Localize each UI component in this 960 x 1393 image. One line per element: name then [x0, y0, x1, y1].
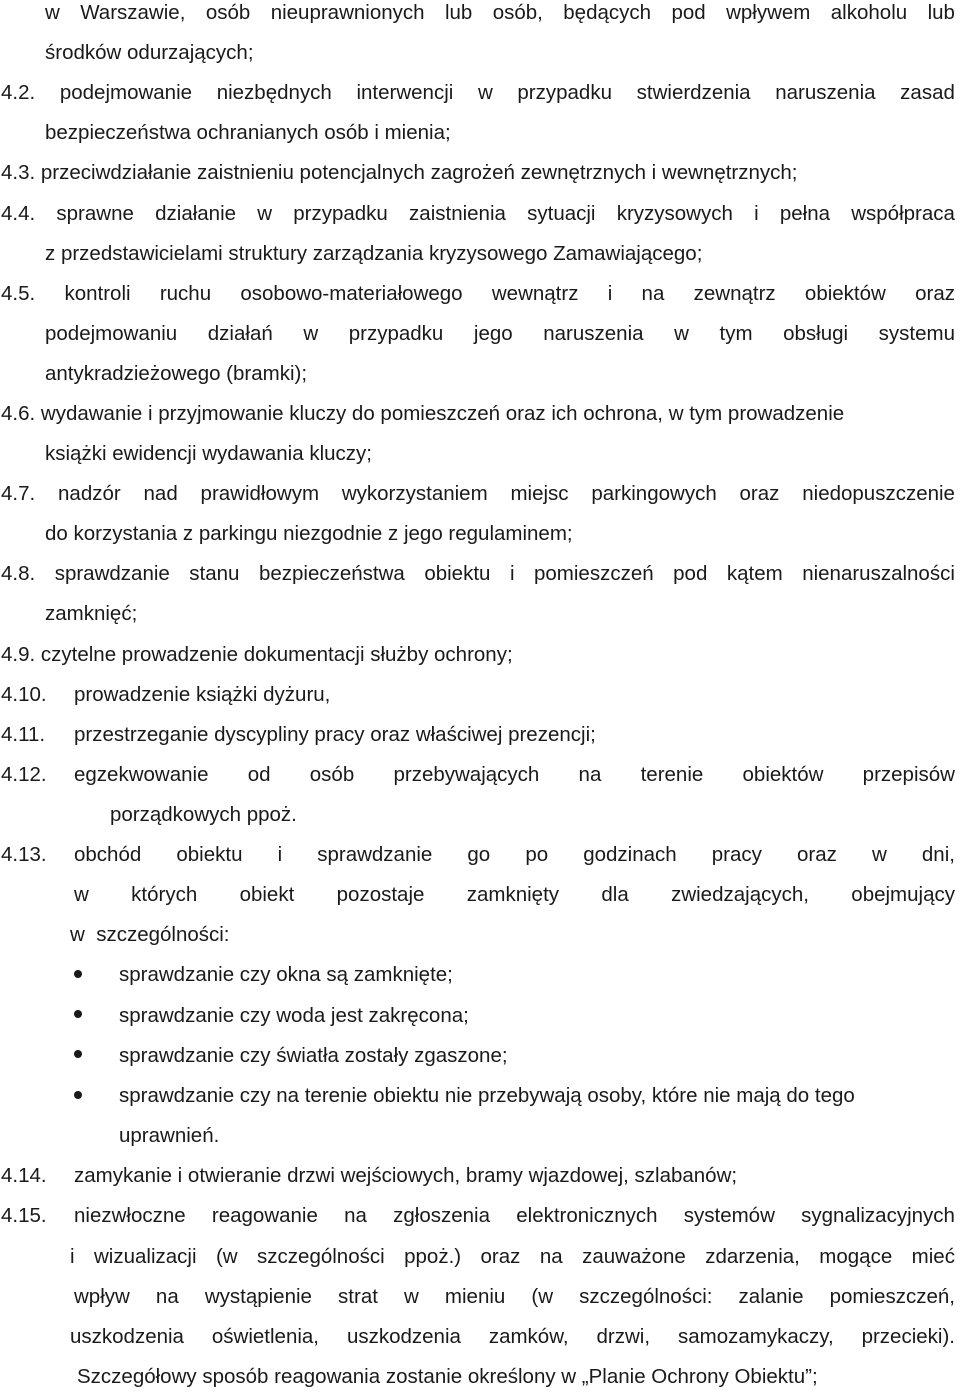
- text-line: z przedstawicielami struktury zarządzania kryzysowego Zamawiającego;: [45, 242, 703, 265]
- list-item-4-12: [74, 763, 955, 787]
- text-line: [70, 1245, 955, 1269]
- word: przepisów: [862, 763, 955, 786]
- bullet-item: sprawdzanie czy światła zostały zgaszone;: [119, 1044, 508, 1067]
- word: niezwłoczne: [74, 1204, 186, 1227]
- list-item-4-4: [1, 202, 955, 226]
- word: przypadku: [293, 202, 388, 225]
- word: osób: [205, 1, 251, 24]
- word: naruszenia: [775, 81, 876, 104]
- word: zdarzenia,: [705, 1245, 800, 1268]
- word: zwiedzających,: [671, 883, 809, 906]
- word: jego: [473, 322, 513, 345]
- word: stanu: [189, 562, 240, 585]
- word: osób: [309, 763, 355, 786]
- word: prawidłowym: [200, 482, 320, 505]
- word: obejmujący: [851, 883, 955, 906]
- word: od: [247, 763, 271, 786]
- word: sprawdzanie: [54, 562, 170, 585]
- word: zamków,: [488, 1325, 569, 1348]
- word: w: [74, 883, 89, 906]
- word: po: [525, 843, 549, 866]
- word: 4.2.: [1, 81, 36, 104]
- word: w: [45, 1, 60, 24]
- word: pod: [671, 1, 706, 24]
- word: działanie: [155, 202, 237, 225]
- word: nieuprawnionych: [270, 1, 425, 24]
- word: kontroli: [64, 282, 131, 305]
- word: i: [70, 1245, 75, 1268]
- list-number: 4.11.: [1, 723, 46, 746]
- word: pod: [673, 562, 708, 585]
- word: sygnalizacyjnych: [801, 1204, 955, 1227]
- word: lub: [444, 1, 473, 24]
- text-line: bezpieczeństwa ochranianych osób i mienia;: [45, 121, 451, 144]
- word: obiektu: [176, 843, 243, 866]
- word: osób,: [492, 1, 543, 24]
- word: nienaruszalności: [802, 562, 955, 585]
- word: Warszawie,: [80, 1, 186, 24]
- word: oraz: [739, 482, 780, 505]
- word: obiekt: [239, 883, 295, 906]
- word: (w: [531, 1285, 554, 1308]
- word: strat: [338, 1285, 378, 1308]
- bullet-icon: [74, 1091, 82, 1099]
- word: stwierdzenia: [636, 81, 751, 104]
- word: kryzysowych: [616, 202, 733, 225]
- word: oraz: [797, 843, 837, 866]
- word: (w: [215, 1245, 238, 1268]
- word: uszkodzenia: [70, 1325, 184, 1348]
- word: sprawne: [56, 202, 134, 225]
- text-line: [70, 1325, 955, 1349]
- list-item-4-15: [74, 1204, 955, 1228]
- word: wpływem: [726, 1, 811, 24]
- word: przebywających: [393, 763, 540, 786]
- word: sytuacji: [527, 202, 596, 225]
- bullet-item: sprawdzanie czy na terenie obiektu nie przebywają osoby, które nie mają do tego: [119, 1084, 855, 1107]
- list-item-4-8: [1, 562, 955, 586]
- bullet-icon: [74, 1050, 82, 1058]
- word: alkoholu: [830, 1, 908, 24]
- word: uszkodzenia: [346, 1325, 461, 1348]
- word: go: [467, 843, 491, 866]
- bullet-icon: [74, 1010, 82, 1018]
- word: niezbędnych: [216, 81, 332, 104]
- word: oraz: [480, 1245, 521, 1268]
- word: w: [404, 1285, 419, 1308]
- text-line: [45, 1, 955, 25]
- list-item-4-11: przestrzeganie dyscypliny pracy oraz właściwej prezencji;: [74, 723, 596, 746]
- word: niedopuszczenie: [802, 482, 955, 505]
- word: szczególności:: [579, 1285, 713, 1308]
- word: wizualizacji: [94, 1245, 197, 1268]
- text-line: antykradzieżowego (bramki);: [45, 362, 308, 385]
- text-line: [74, 1285, 955, 1309]
- word: ruchu: [159, 282, 212, 305]
- list-number: 4.14.: [1, 1164, 47, 1187]
- word: dla: [601, 883, 629, 906]
- word: na: [344, 1204, 367, 1227]
- text-line: do korzystania z parkingu niezgodnie z jego regulaminem;: [45, 522, 573, 545]
- word: kątem: [726, 562, 783, 585]
- word: i: [509, 562, 515, 585]
- word: elektronicznych: [516, 1204, 658, 1227]
- word: obsługi: [783, 322, 849, 345]
- word: pełna: [779, 202, 831, 225]
- word: parkingowych: [591, 482, 717, 505]
- list-item-4-7: [1, 482, 955, 506]
- word: współpraca: [851, 202, 955, 225]
- word: 4.4.: [1, 202, 36, 225]
- word: wpływ: [74, 1285, 130, 1308]
- word: pracy: [711, 843, 762, 866]
- word: terenie: [640, 763, 704, 786]
- word: zaistnienia: [409, 202, 506, 225]
- word: samozamykaczy,: [677, 1325, 834, 1348]
- word: dni,: [921, 843, 955, 866]
- list-item-4-13: [74, 843, 955, 867]
- word: ppoż.): [404, 1245, 462, 1268]
- word: oraz: [915, 282, 955, 305]
- word: zgłoszenia: [393, 1204, 491, 1227]
- text-line: zamknięć;: [45, 602, 138, 625]
- text-line: w szczególności:: [70, 923, 230, 946]
- word: na: [155, 1285, 179, 1308]
- word: na: [641, 282, 665, 305]
- word: podejmowaniu: [45, 322, 178, 345]
- word: wystąpienie: [204, 1285, 312, 1308]
- word: w: [674, 322, 689, 345]
- list-number: 4.12.: [1, 763, 47, 786]
- word: wewnątrz: [491, 282, 579, 305]
- word: na: [539, 1245, 563, 1268]
- word: nad: [143, 482, 178, 505]
- list-item-4-5: [1, 282, 955, 306]
- word: pozostaje: [336, 883, 425, 906]
- word: pomieszczeń,: [829, 1285, 955, 1308]
- word: drzwi,: [596, 1325, 651, 1348]
- list-item-4-10: prowadzenie książki dyżuru,: [74, 683, 331, 706]
- word: interwencji: [356, 81, 454, 104]
- text-line: środków odurzających;: [45, 41, 254, 64]
- word: bezpieczeństwa: [258, 562, 405, 585]
- text-line: porządkowych ppoż.: [110, 803, 297, 826]
- word: mieć: [911, 1245, 955, 1268]
- word: mieniu: [444, 1285, 506, 1308]
- word: zamknięty: [466, 883, 560, 906]
- word: zalanie: [738, 1285, 804, 1308]
- word: osobowo-materiałowego: [240, 282, 463, 305]
- word: obchód: [74, 843, 142, 866]
- word: obiektów: [742, 763, 824, 786]
- word: pomieszczeń: [534, 562, 654, 585]
- text-line: [74, 883, 955, 907]
- word: oświetlenia,: [211, 1325, 320, 1348]
- word: 4.8.: [1, 562, 36, 585]
- word: reagowanie: [211, 1204, 318, 1227]
- word: miejsc: [510, 482, 569, 505]
- word: 4.5.: [1, 282, 36, 305]
- word: przypadku: [517, 81, 612, 104]
- word: obiektów: [804, 282, 886, 305]
- word: których: [131, 883, 198, 906]
- word: szczególności: [257, 1245, 385, 1268]
- word: mogące: [819, 1245, 893, 1268]
- list-number: 4.13.: [1, 843, 47, 866]
- bullet-item: sprawdzanie czy okna są zamknięte;: [119, 963, 453, 986]
- word: systemu: [878, 322, 955, 345]
- list-item-4-6: 4.6. wydawanie i przyjmowanie kluczy do pomieszczeń oraz ich ochrona, w tym prowadzenie: [1, 402, 845, 425]
- word: obiektu: [424, 562, 491, 585]
- list-item-4-9: 4.9. czytelne prowadzenie dokumentacji służby ochrony;: [1, 643, 513, 666]
- word: i: [754, 202, 759, 225]
- list-number: 4.15.: [1, 1204, 47, 1227]
- bullet-icon: [74, 970, 82, 978]
- word: lub: [927, 1, 955, 24]
- word: przypadku: [348, 322, 444, 345]
- word: i: [607, 282, 613, 305]
- word: zewnątrz: [693, 282, 776, 305]
- list-number: 4.10.: [1, 683, 47, 706]
- word: naruszenia: [543, 322, 644, 345]
- text-line: Szczegółowy sposób reagowania zostanie określony w „Planie Ochrony Obiektu”;: [77, 1365, 818, 1388]
- bullet-item: sprawdzanie czy woda jest zakręcona;: [119, 1004, 469, 1027]
- word: na: [578, 763, 602, 786]
- word: w: [477, 81, 493, 104]
- word: zauważone: [582, 1245, 686, 1268]
- word: godzinach: [583, 843, 677, 866]
- word: sprawdzanie: [317, 843, 433, 866]
- word: w: [257, 202, 273, 225]
- word: tym: [719, 322, 753, 345]
- word: będących: [563, 1, 652, 24]
- text-line: książki ewidencji wydawania kluczy;: [45, 442, 372, 465]
- word: w: [303, 322, 319, 345]
- word: nadzór: [58, 482, 121, 505]
- word: zasad: [900, 81, 955, 104]
- list-item-4-14: zamykanie i otwieranie drzwi wejściowych, bramy wjazdowej, szlabanów;: [74, 1164, 738, 1187]
- word: przecieki).: [861, 1325, 955, 1348]
- word: podejmowanie: [59, 81, 193, 104]
- word: systemów: [683, 1204, 775, 1227]
- word: i: [277, 843, 283, 866]
- list-item-4-3: 4.3. przeciwdziałanie zaistnieniu potencjalnych zagrożeń zewnętrznych i wewnętrznych;: [1, 161, 798, 184]
- word: egzekwowanie: [74, 763, 209, 786]
- word: działań: [207, 322, 273, 345]
- text-line: [45, 322, 955, 346]
- word: 4.7.: [1, 482, 36, 505]
- text-line: uprawnień.: [119, 1124, 220, 1147]
- word: wykorzystaniem: [341, 482, 488, 505]
- list-item-4-2: [1, 81, 955, 105]
- word: w: [872, 843, 887, 866]
